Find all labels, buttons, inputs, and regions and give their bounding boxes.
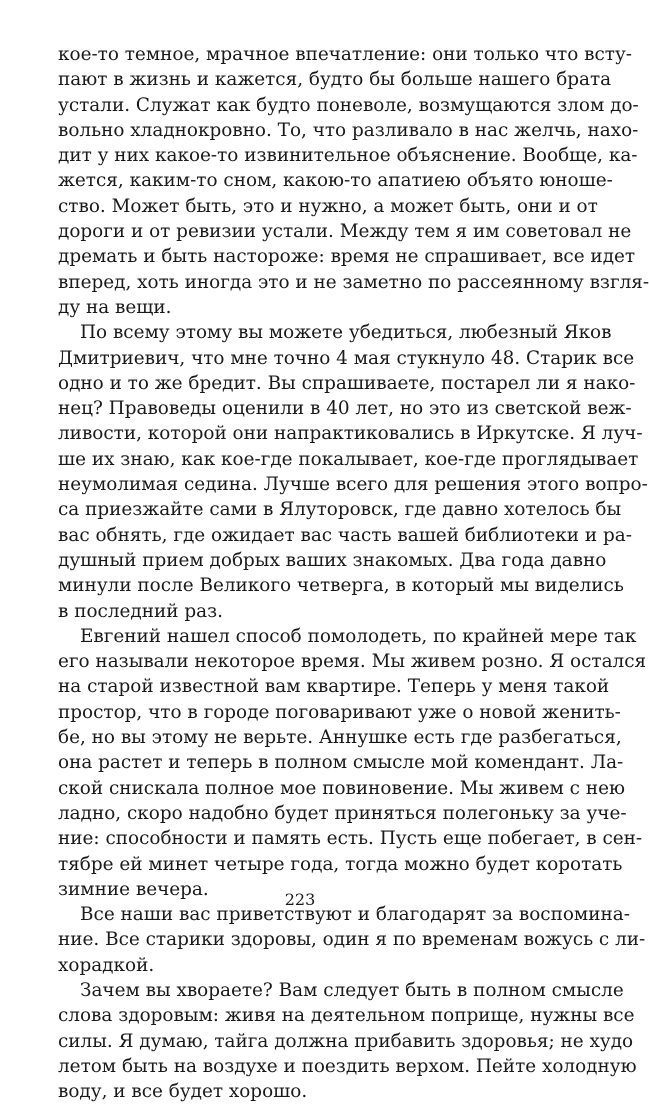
text-line: ние. Все старики здоровы, один я по временам вожусь с ли- (58, 929, 646, 951)
text-line: вас обнять, где ожидает вас часть вашей библиотеки и ра- (58, 524, 632, 546)
text-line: Зачем вы хвораете? Вам следует быть в полном смысле (80, 979, 624, 1001)
text-line: летом быть на воздухе и поездить верхом. Пейте холодную (58, 1055, 637, 1077)
paragraph (58, 320, 648, 624)
text-line: дороги и от ревизии устали. Между тем я им советовал не (58, 221, 632, 243)
text-line: на старой известной вам квартире. Теперь у меня такой (58, 676, 610, 698)
text-line: тябре ей минет четыре года, тогда можно будет коротать (58, 853, 623, 875)
text-line: зимние вечера. (58, 878, 209, 900)
text-line: нец? Правоведы оценили в 40 лет, но это из светской веж- (58, 398, 632, 420)
text-line: воду, и все будет хорошо. (58, 1081, 308, 1103)
paragraph (58, 624, 647, 902)
text-line: силы. Я думаю, тайга должна прибавить здоровья; не худо (58, 1030, 634, 1052)
text-line: вперед, хоть иногда это и не заметно по рассеянному взгля- (58, 271, 649, 293)
text-line: душный прием добрых ваших знакомых. Два года давно (58, 549, 607, 571)
text-line: устали. Служат как будто поневоле, возмущаются злом до- (58, 94, 639, 116)
text-line: дремать и быть настороже: время не спрашивает, все идет (58, 246, 636, 268)
text-line: ство. Может быть, это и нужно, а может быть, они и от (58, 195, 598, 217)
text-line: Евгений нашел способ помолодеть, по крайней мере так (80, 625, 637, 647)
text-line: жется, каким-то сном, какою-то апатиею объято юноше- (58, 170, 613, 192)
text-line: его называли некоторое время. Мы живем розно. Я остался (58, 651, 647, 673)
text-line: пают в жизнь и кажется, будто бы больше нашего брата (58, 69, 612, 91)
paragraph (58, 978, 637, 1104)
text-line: хорадкой. (58, 954, 155, 976)
text-line: вольно хладнокровно. То, что разливало в нас желчь, нахо- (58, 119, 639, 141)
text-line: одно и то же бредит. Вы спрашиваете, постарел ли я нако- (58, 372, 636, 394)
text-line: бе, но вы этому не верьте. Аннушке есть где разбегаться, (58, 727, 622, 749)
text-line: ше их знаю, как кое-где покалывает, кое-где проглядывает (58, 448, 639, 470)
text-line: са приезжайте сами в Ялуторовск, где давно хотелось бы (58, 499, 622, 521)
text-line: она растет и теперь в полном смысле мой комендант. Ла- (58, 752, 624, 774)
text-line: ливости, которой они напрактиковались в Иркутске. Я луч- (58, 423, 643, 445)
text-line: Дмитриевич, что мне точно 4 мая стукнуло 48. Старик все (58, 347, 635, 369)
paragraph (58, 902, 646, 978)
text-line: Все наши вас приветствуют и благодарят за воспомина- (80, 904, 630, 926)
body-text (58, 42, 649, 1104)
page-number: 223 (284, 890, 316, 909)
text-line: ской снискала полное мое повиновение. Мы живем с нею (58, 777, 625, 799)
text-line: кое-то темное, мрачное впечатление: они только что всту- (58, 44, 632, 65)
text-line: дит у них какое-то извинительное объяснение. Вообще, ка- (58, 145, 638, 167)
text-line: ладно, скоро надобно будет приняться полегоньку за уче- (58, 802, 627, 824)
text-line: минули после Великого четверга, в который мы виделись (58, 575, 624, 597)
text-line: неумолимая седина. Лучше всего для решения этого вопро- (58, 474, 648, 496)
text-line: слова здоровым: живя на деятельном поприще, нужны все (58, 1005, 635, 1027)
paragraph (58, 42, 649, 320)
text-line: По всему этому вы можете убедиться, любезный Яков (80, 322, 612, 344)
text-line: простор, что в городе поговаривают уже о новой женить- (58, 701, 621, 723)
text-line: ние: способности и память есть. Пусть еще побегает, в сен- (58, 828, 643, 850)
text-line: в последний раз. (58, 600, 223, 622)
text-line: ду на вещи. (58, 296, 172, 318)
